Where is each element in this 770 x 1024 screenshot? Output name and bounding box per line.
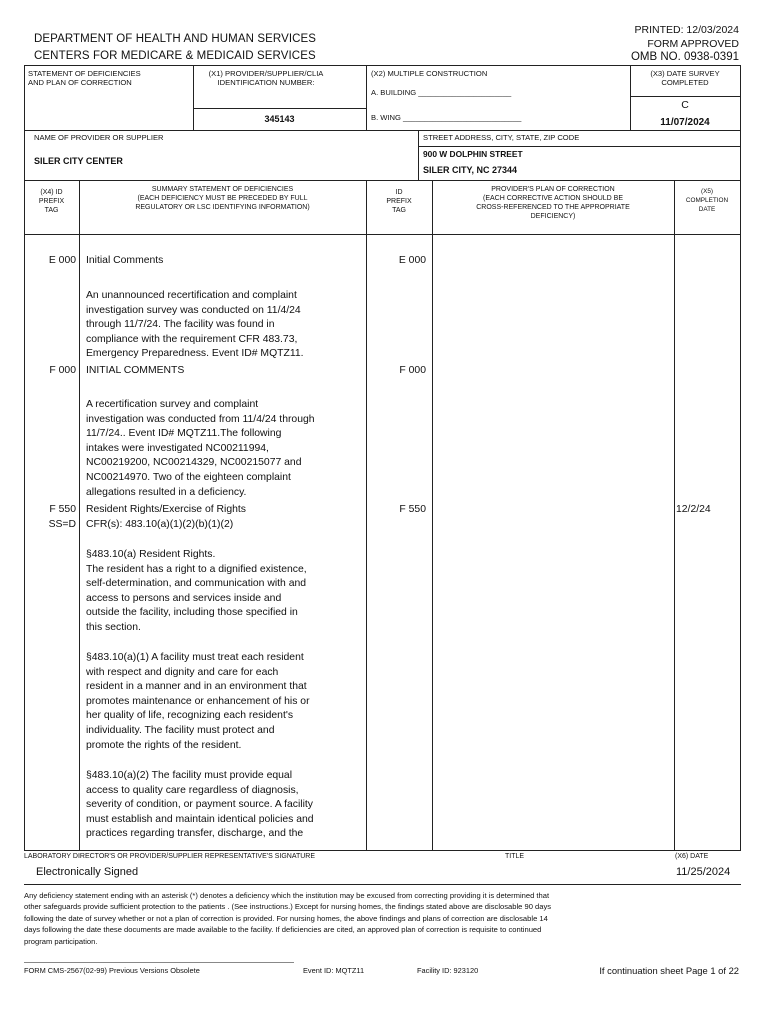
provider-id-number: 345143 — [264, 114, 295, 124]
e000-id-tag: E 000 — [398, 255, 426, 266]
e000-title: Initial Comments — [86, 255, 164, 266]
form-number: FORM CMS-2567(02-99) Previous Versions Obsolete — [24, 966, 200, 975]
x2-multiple-construction-label: (X2) MULTIPLE CONSTRUCTION — [371, 69, 488, 78]
f550-cfr-reference: CFR(s): 483.10(a)(1)(2)(b)(1)(2) — [86, 519, 234, 530]
form-metadata — [539, 24, 739, 65]
summary-statement-header: SUMMARY STATEMENT OF DEFICIENCIES (EACH DEFICIENCY MUST BE PRECEDED BY FULL REGULATORY OR LSC IDENTIFYING INFORMATION) — [135, 186, 310, 211]
f550-paragraph-equal-access: §483.10(a)(2) The facility must provide equal access to quality care regardless of diagnosis, severity of condition, or payment source. A facility must establish and maintain identical policies and practices regarding transfer, discharge, and the — [86, 770, 314, 840]
printed-date: PRINTED: 12/03/2024 — [634, 24, 739, 36]
building-field: A. BUILDING ______________________ — [371, 88, 512, 97]
x1-provider-id-label: (X1) PROVIDER/SUPPLIER/CLIA IDENTIFICATION NUMBER: — [208, 69, 324, 88]
signature-value: Electronically Signed — [36, 866, 139, 878]
f550-title: Resident Rights/Exercise of Rights — [86, 504, 246, 515]
x4-prefix-tag-header: (X4) ID PREFIX TAG — [38, 189, 65, 214]
signature-label: LABORATORY DIRECTOR'S OR PROVIDER/SUPPLIER REPRESENTATIVE'S SIGNATURE — [24, 853, 316, 860]
agency-name: CENTERS FOR MEDICARE & MEDICAID SERVICES — [34, 50, 316, 62]
f000-paragraph: A recertification survey and complaint investigation was conducted from 11/4/24 through 11/7/24.. Event ID# MQTZ11.The following intakes were investigated NC00211994, NC00219200, NC00214329, NC00215077 and NC00214970. Two of the eighteen complaint allegations resulted in a deficiency. — [86, 399, 315, 498]
address-label: STREET ADDRESS, CITY, STATE, ZIP CODE — [423, 133, 580, 142]
x3-date-survey-label: (X3) DATE SURVEY COMPLETED — [650, 69, 720, 88]
f550-paragraph-dignity: §483.10(a)(1) A facility must treat each resident with respect and dignity and care for each resident in a manner and in an environment that promotes maintenance or enhancement of his or her quality of life, recognizing each resident's individuality. The facility must protect and promote the rights of the resident. — [86, 652, 310, 751]
plan-of-correction-header: PROVIDER'S PLAN OF CORRECTION (EACH CORRECTIVE ACTION SHOULD BE CROSS-REFERENCED TO THE APPROPRIATE DEFICIENCY) — [476, 186, 630, 220]
id-prefix-tag-header: ID PREFIX TAG — [386, 189, 412, 214]
statement-of-deficiencies-label: STATEMENT OF DEFICIENCIES AND PLAN OF CORRECTION — [28, 69, 141, 88]
disclaimer: Any deficiency statement ending with an asterisk (*) denotes a deficiency which the institution may be excused from correcting providing it is determined that other safeguards provide sufficient protection to the patients . (See instructions.) Except for nursing homes, the findings stated above are disclosable 90 days following the date of survey whether or not a plan of correction is provided. For nursing homes, the above findings and plans of correction are disclosable 14 days following the date these documents are made available to the facility. If deficiencies are cited, an approved plan of correction is requisite to continued program participation. — [24, 891, 552, 946]
x5-completion-date-header: (X5) COMPLETION DATE — [685, 188, 729, 213]
survey-completed-date: 11/07/2024 — [660, 117, 710, 128]
facility-id: Facility ID: 923120 — [417, 966, 479, 975]
title-label: TITLE — [505, 853, 525, 860]
e000-paragraph: An unannounced recertification and complaint investigation survey was conducted on 11/4/24 through 11/7/24. The facility was found in compliance with the requirement CFR 483.73, Emergency Preparedness. Event ID# MQTZ11. — [86, 290, 304, 360]
e000-prefix-tag: E 000 — [48, 255, 76, 266]
signature-date: 11/25/2024 — [676, 866, 731, 878]
provider-name-label: NAME OF PROVIDER OR SUPPLIER — [34, 133, 164, 142]
page-indicator: If continuation sheet Page 1 of 22 — [599, 965, 739, 976]
street-address: 900 W DOLPHIN STREET — [423, 149, 523, 159]
f000-title: INITIAL COMMENTS — [86, 365, 185, 376]
event-id: Event ID: MQTZ11 — [303, 966, 365, 975]
form-approved-label: FORM APPROVED — [647, 37, 739, 50]
department-name: DEPARTMENT OF HEALTH AND HUMAN SERVICES — [34, 33, 317, 45]
x6-date-label: (X6) DATE — [675, 853, 709, 860]
wing-field: B. WING ____________________________ — [371, 113, 522, 122]
f550-paragraph-resident-rights: §483.10(a) Resident Rights. The resident has a right to a dignified existence, self-determination, and communication with and access to persons and services inside and outside the facility, including those specified in this section. — [86, 549, 307, 633]
f550-scope-severity: SS=D — [48, 519, 76, 530]
provider-name: SILER CITY CENTER — [34, 156, 123, 166]
city-state-zip: SILER CITY, NC 27344 — [423, 165, 518, 175]
survey-code: C — [681, 99, 689, 111]
f000-id-tag: F 000 — [399, 365, 426, 376]
omb-number: OMB NO. 0938-0391 — [630, 51, 739, 64]
f550-completion-date: 12/2/24 — [676, 504, 711, 515]
f550-id-tag: F 550 — [399, 504, 426, 515]
f550-prefix-tag: F 550 — [49, 504, 76, 515]
f000-prefix-tag: F 000 — [49, 365, 76, 376]
